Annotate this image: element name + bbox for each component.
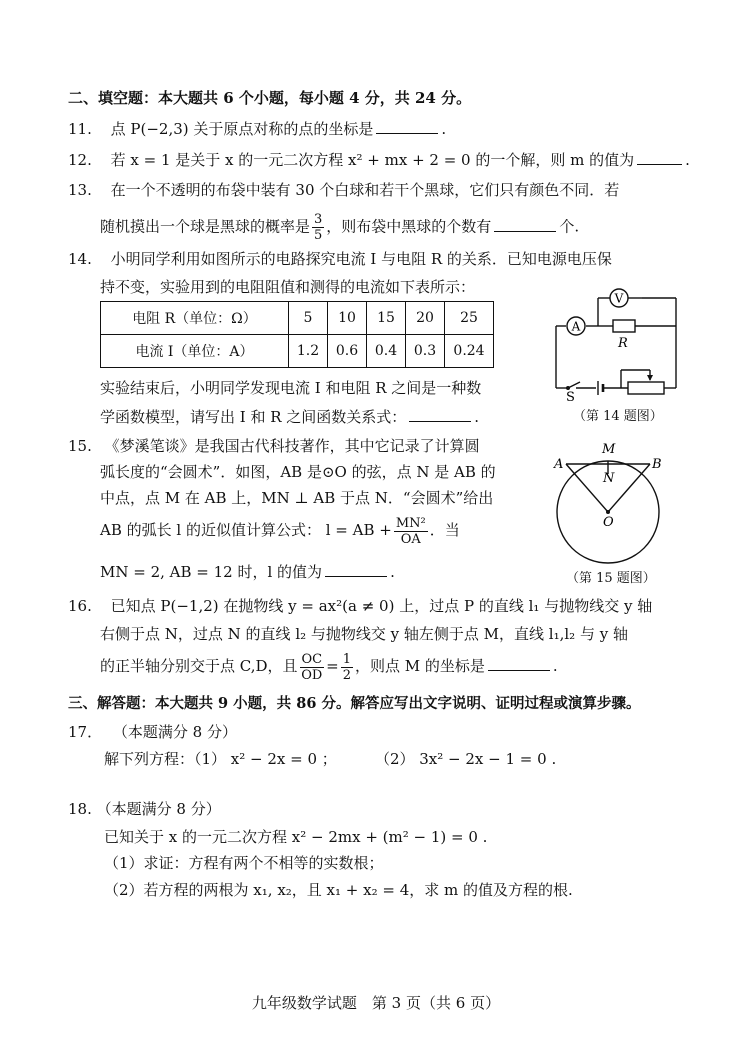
q18-number: 18. [68, 800, 92, 818]
switch-label: S [566, 390, 575, 402]
q14-answer-blank [409, 406, 471, 422]
point-B-label: B [652, 457, 662, 472]
figure-15-caption: （第 15 题图） [566, 571, 656, 586]
table-cell: 0.4 [367, 335, 406, 368]
q12-text: 若 x = 1 是关于 x 的一元二次方程 x² + mx + 2 = 0 的一个解，则 m 的值为 [110, 151, 635, 169]
question-16-line3: 的正半轴分别交于点 C,D，且 $\frac{OC}{OD}$ = $\frac{1}{2}$ ，则点 M 的坐标是 . [100, 651, 558, 683]
question-15-line5: MN = 2, AB = 12 时，l 的值为 . [100, 563, 395, 581]
question-13-line1: 13. 在一个不透明的布袋中装有 30 个白球和若干个黑球，它们只有颜色不同．若 [68, 181, 620, 199]
probability-fraction: $\frac{3}{5}$ [314, 212, 323, 243]
q15-answer-blank [325, 561, 387, 577]
q11-number: 11. [68, 120, 92, 138]
question-15-line2: 弧长度的“会圆术”．如图，AB 是⊙O 的弦，点 N 是 AB 的 [100, 463, 496, 481]
table-cell: 5 [289, 302, 328, 335]
q12-number: 12. [68, 151, 92, 169]
resistor-label: R [618, 336, 628, 351]
resistance-current-table [100, 301, 494, 368]
q18-points: （本题满分 8 分） [96, 800, 221, 818]
voltmeter-label: V [614, 291, 624, 306]
question-13-line2: 随机摸出一个球是黑球的概率是 $\frac{3}{5}$ ，则布袋中黑球的个数有 个. [100, 212, 580, 243]
q14-number: 14. [68, 250, 92, 268]
table-cell: 25 [445, 302, 494, 335]
table-cell: 20 [406, 302, 445, 335]
question-12: 12. 若 x = 1 是关于 x 的一元二次方程 x² + mx + 2 = 0 的一个解，则 m 的值为 . [68, 151, 690, 169]
question-18-line1: 已知关于 x 的一元二次方程 x² − 2mx + (m² − 1) = 0 . [104, 828, 488, 846]
question-14-line2: 持不变，实验用到的电阻阻值和测得的电流如下表所示： [100, 278, 476, 296]
table-row-label: 电阻 R（单位：Ω） [101, 302, 289, 335]
table-row [101, 335, 494, 368]
half-fraction: $\frac{1}{2}$ [342, 651, 351, 683]
circuit-diagram [546, 284, 692, 402]
ammeter-label: A [571, 319, 581, 334]
circle-diagram [552, 438, 672, 570]
question-14-line3: 实验结束后，小明同学发现电流 I 和电阻 R 之间是一种数 [100, 379, 482, 397]
question-18-header [68, 799, 221, 819]
q12-answer-blank [637, 149, 682, 165]
question-16-line1: 16. 已知点 P(−1,2) 在抛物线 y = ax²(a ≠ 0) 上，过点 P 的直线 l₁ 与抛物线交 y 轴 [68, 597, 653, 615]
question-18-part2: （2）若方程的两根为 x₁, x₂，且 x₁ + x₂ = 4，求 m 的值及方程的根. [104, 881, 573, 899]
table-row-label: 电流 I（单位：A） [101, 335, 289, 368]
question-17-header [68, 722, 237, 742]
question-16-line2: 右侧于点 N，过点 N 的直线 l₂ 与抛物线交 y 轴左侧于点 M，直线 l₁,l₂ 与 y 轴 [100, 625, 628, 643]
point-O-label: O [603, 515, 614, 530]
question-15-line4: AB 的弧长 l 的近似值计算公式： l = AB + $\frac{\text{MN²}}{OA}$ ．当 [100, 515, 460, 547]
q17-number: 17． [68, 723, 103, 741]
page-footer: 九年级数学试题 第 3 页（共 6 页） [251, 994, 501, 1012]
question-14-line1: 14. 小明同学利用如图所示的电路探究电流 I 与电阻 R 的关系．已知电源电压保 [68, 250, 612, 268]
question-15-line3: 中点，点 M 在 AB 上，MN ⊥ AB 于点 N．“会圆术”给出 [100, 489, 494, 507]
section2-header: 二、填空题：本大题共 6 个小题，每小题 4 分，共 24 分。 [68, 89, 472, 107]
arc-formula-fraction: $\frac{\text{MN²}}{OA}$ [395, 515, 426, 547]
table-cell: 0.3 [406, 335, 445, 368]
q11-answer-blank [376, 118, 438, 134]
section3-header: 三、解答题：本大题共 9 小题，共 86 分。解答应写出文字说明、证明过程或演算步骤。 [68, 695, 641, 712]
oc-od-fraction: $\frac{OC}{OD}$ [301, 651, 323, 683]
table-cell: 0.6 [328, 335, 367, 368]
q16-number: 16. [68, 597, 92, 615]
question-11: 11. 点 P(−2,3) 关于原点对称的点的坐标是 . [68, 120, 447, 138]
q17-points: （本题满分 8 分） [112, 723, 237, 741]
point-A-label: A [554, 457, 564, 472]
figure-14-caption: （第 14 题图） [573, 409, 663, 424]
q16-answer-blank [488, 655, 550, 671]
question-17-body: 解下列方程：（1） x² − 2x = 0 ； （2） 3x² − 2x − 1 = 0 . [104, 750, 557, 768]
table-cell: 10 [328, 302, 367, 335]
q15-number: 15. [68, 437, 92, 455]
table-cell: 1.2 [289, 335, 328, 368]
question-15-line1: 15. 《梦溪笔谈》是我国古代科技著作，其中它记录了计算圆 [68, 437, 480, 455]
table-cell: 15 [367, 302, 406, 335]
table-cell: 0.24 [445, 335, 494, 368]
point-M-label: M [602, 442, 616, 457]
q13-answer-blank [494, 216, 556, 232]
question-18-part1: （1）求证：方程有两个不相等的实数根； [104, 854, 384, 872]
table-row [101, 302, 494, 335]
question-14-line4: 学函数模型，请写出 I 和 R 之间函数关系式： . [100, 408, 480, 426]
q13-number: 13. [68, 181, 92, 199]
point-N-label: N [603, 471, 615, 486]
q11-text: 点 P(−2,3) 关于原点对称的点的坐标是 [110, 120, 374, 138]
